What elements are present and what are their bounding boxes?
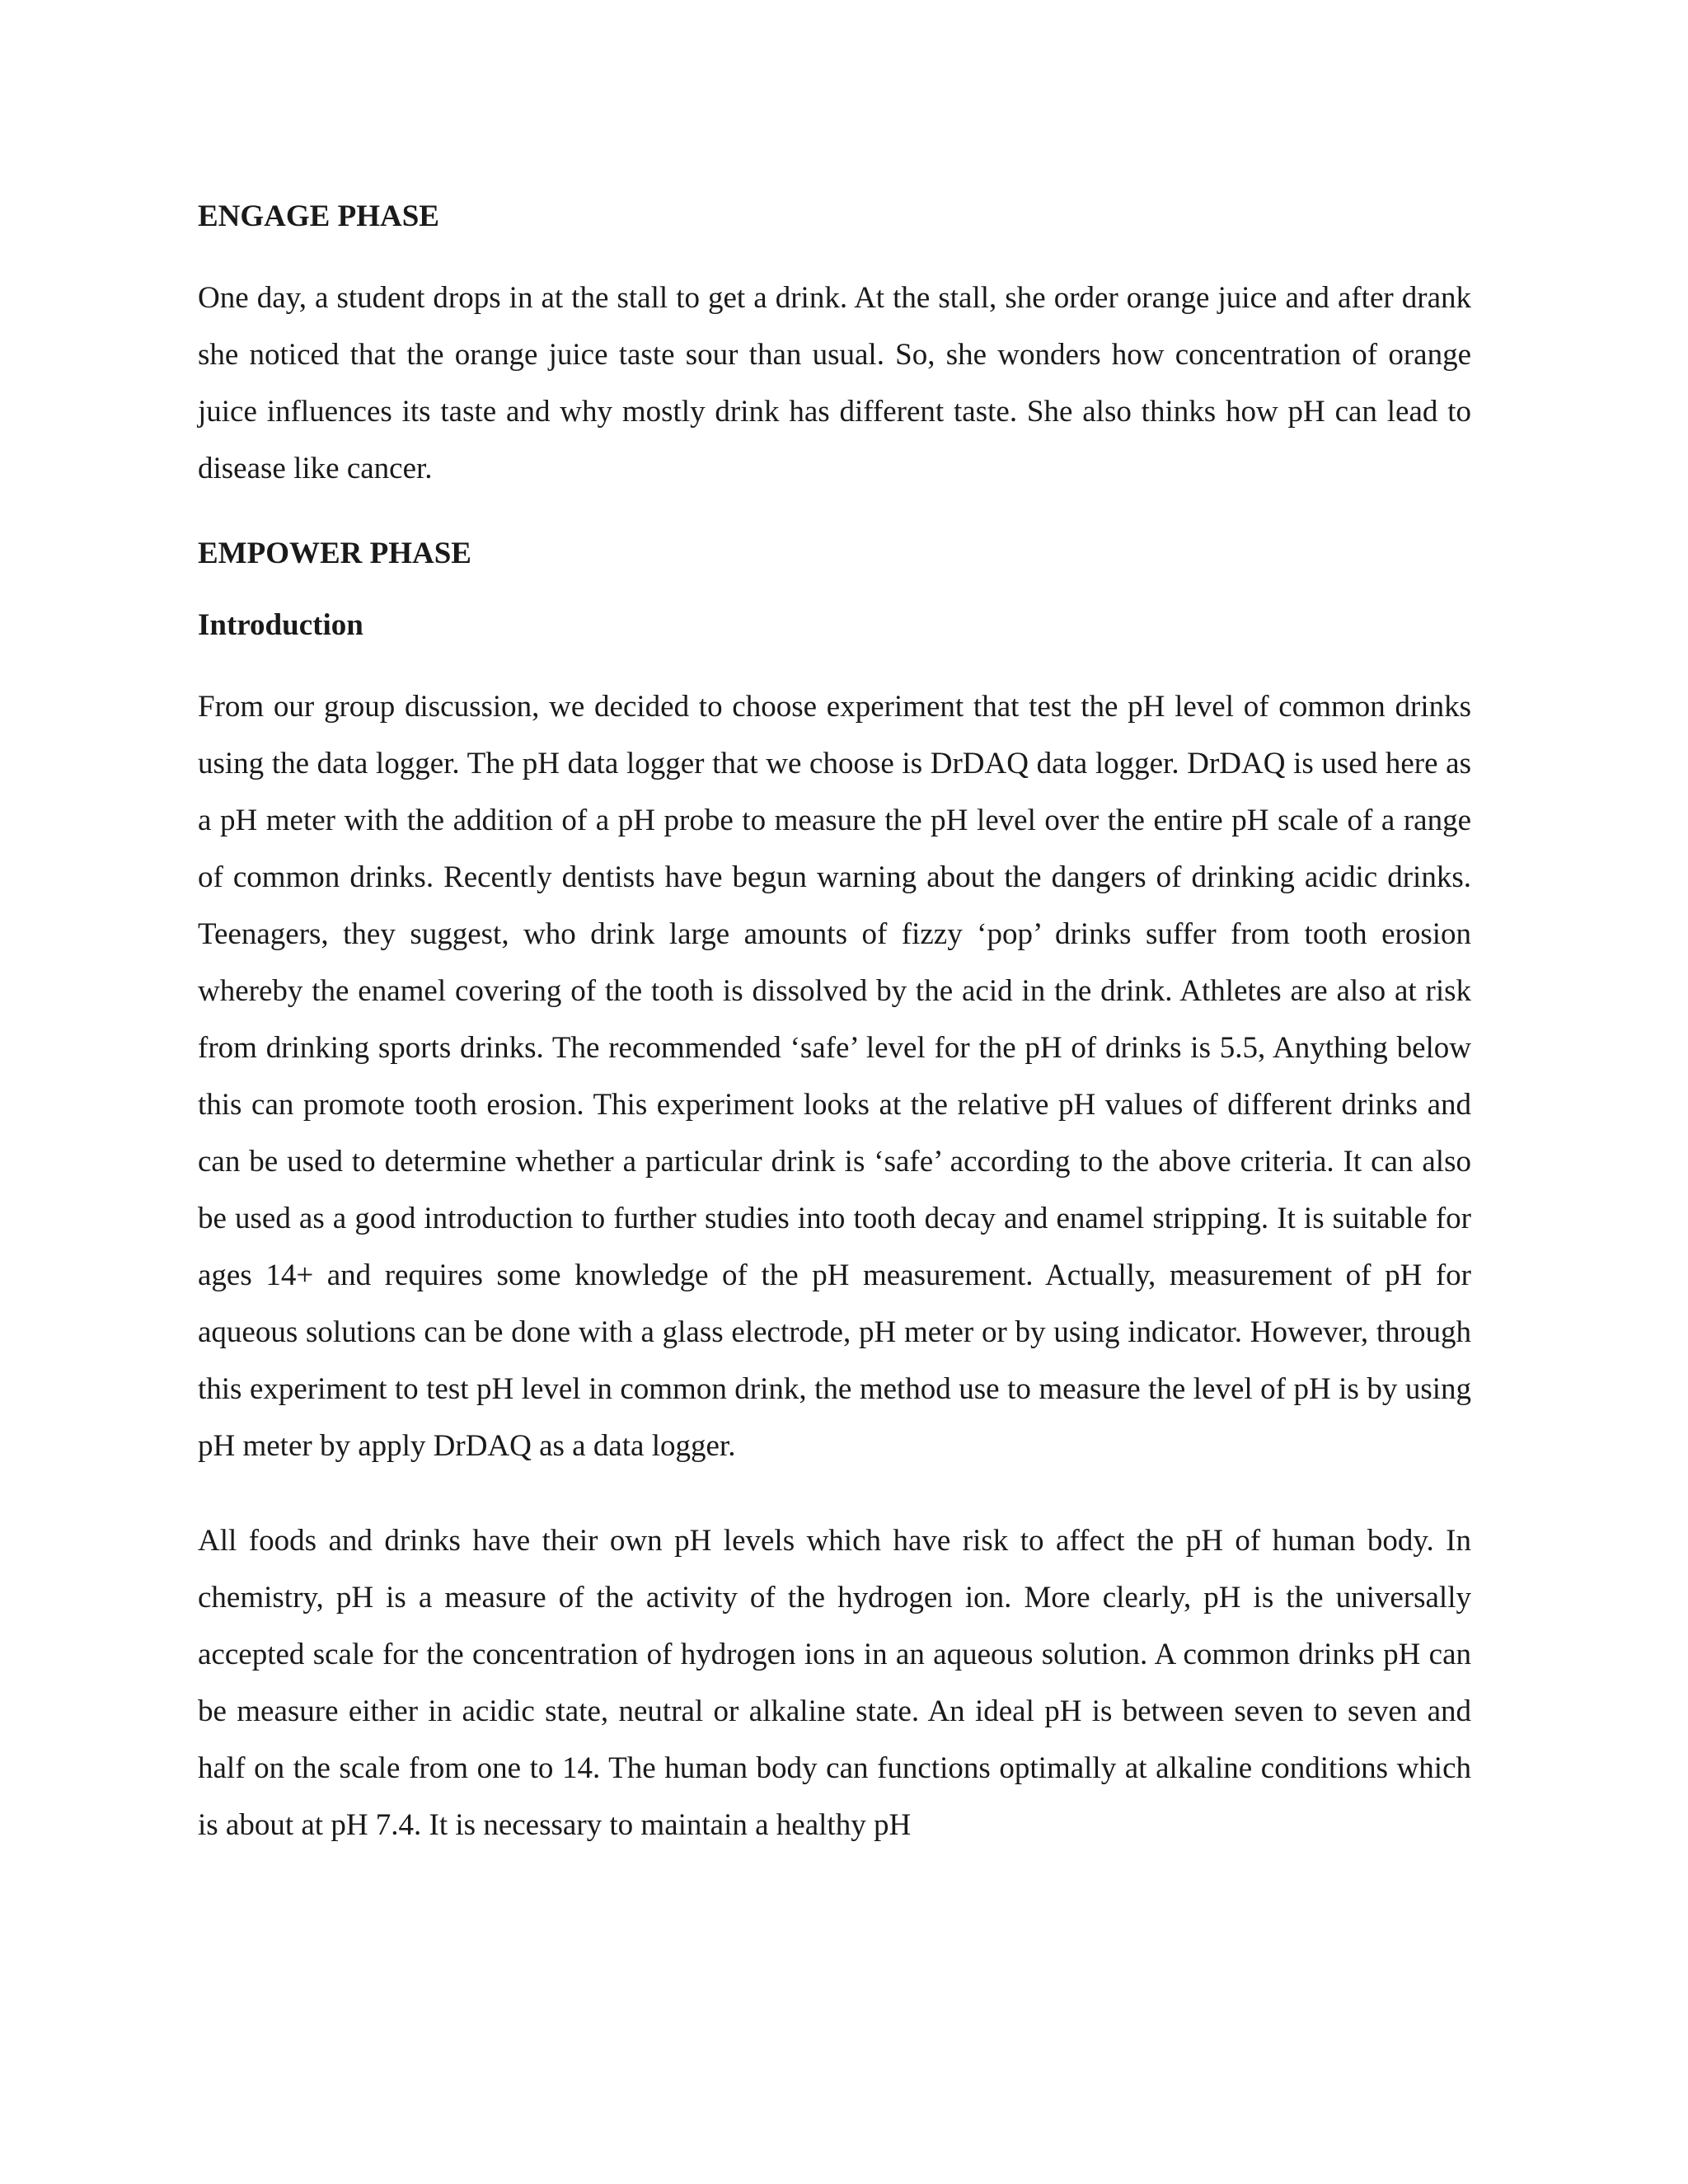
paragraph-introduction-2: All foods and drinks have their own pH levels which have risk to affect the pH of human body. In chemistry, pH is a measure of the activity of the hydrogen ion. More clearly, pH is the universally accepted scale for the concentration of hydrogen ions in an aqueous solution. A common drinks pH can be measure either in acidic state, neutral or alkaline state. An ideal pH is between seven to seven and half on the scale from one to 14. The human body can functions optimally at alkaline conditions which is about at pH 7.4. It is necessary to maintain a healthy pH: [198, 1524, 1471, 1842]
section-heading-engage: ENGAGE PHASE: [198, 199, 439, 233]
subheading-introduction: Introduction: [198, 608, 363, 642]
page-content: [198, 198, 1471, 1854]
paragraph-engage: One day, a student drops in at the stall to get a drink. At the stall, she order orange juice and after drank she noticed that the orange juice taste sour than usual. So, she wonders how concentration of orange juice influences its taste and why mostly drink has different taste. She also thinks how pH can lead to disease like cancer.: [198, 281, 1471, 485]
section-heading-empower: EMPOWER PHASE: [198, 537, 471, 570]
paragraph-introduction-1: From our group discussion, we decided to choose experiment that test the pH level of common drinks using the data logger. The pH data logger that we choose is DrDAQ data logger. DrDAQ is used here as a pH meter with the addition of a pH probe to measure the pH level over the entire pH scale of a range of common drinks. Recently dentists have begun warning about the dangers of drinking acidic drinks. Teenagers, they suggest, who drink large amounts of fizzy ‘pop’ drinks suffer from tooth erosion whereby the enamel covering of the tooth is dissolved by the acid in the drink. Athletes are also at risk from drinking sports drinks. The recommended ‘safe’ level for the pH of drinks is 5.5, Anything below this can promote tooth erosion. This experiment looks at the relative pH values of different drinks and can be used to determine whether a particular drink is ‘safe’ according to the above criteria. It can also be used as a good introduction to further studies into tooth decay and enamel stripping. It is suitable for ages 14+ and requires some knowledge of the pH measurement. Actually, measurement of pH for aqueous solutions can be done with a glass electrode, pH meter or by using indicator. However, through this experiment to test pH level in common drink, the method use to measure the level of pH is by using pH meter by apply DrDAQ as a data logger.: [198, 690, 1471, 1463]
